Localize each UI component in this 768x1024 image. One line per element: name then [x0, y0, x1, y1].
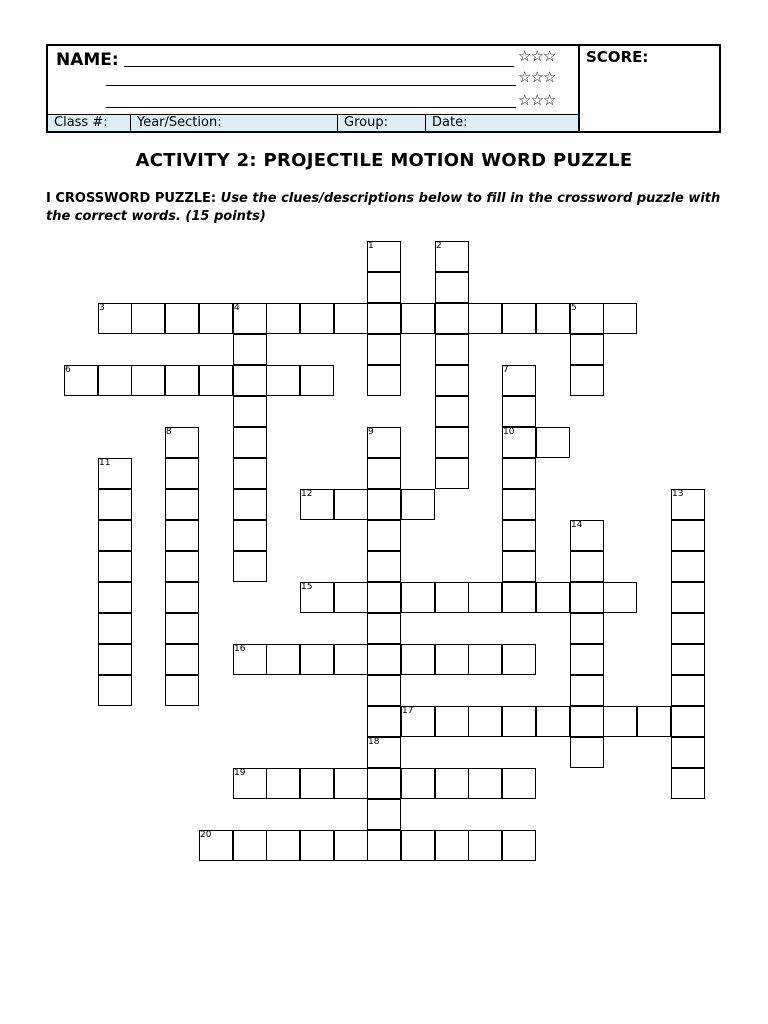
star-rating-icon-3: ☆☆☆ — [518, 91, 556, 109]
group-label: Group: — [344, 115, 388, 130]
crossword-cell[interactable] — [266, 303, 300, 334]
crossword-cell[interactable] — [435, 458, 469, 489]
crossword-cell[interactable] — [233, 334, 267, 365]
crossword-cell[interactable] — [199, 830, 233, 861]
crossword-cell[interactable] — [367, 489, 401, 520]
crossword-cell[interactable] — [536, 582, 570, 613]
crossword-cell[interactable] — [671, 582, 705, 613]
crossword-cell[interactable] — [64, 365, 98, 396]
crossword-cell[interactable] — [165, 613, 199, 644]
crossword-cell[interactable] — [165, 675, 199, 706]
crossword-cell[interactable] — [401, 582, 435, 613]
crossword-cell[interactable] — [435, 830, 469, 861]
crossword-cell[interactable] — [671, 706, 705, 737]
crossword-cell[interactable] — [98, 644, 132, 675]
crossword-cell[interactable] — [300, 768, 334, 799]
crossword-cell[interactable] — [435, 334, 469, 365]
crossword-cell[interactable] — [300, 830, 334, 861]
crossword-cell[interactable] — [671, 489, 705, 520]
crossword-cell[interactable] — [502, 303, 536, 334]
crossword-cell[interactable] — [367, 830, 401, 861]
crossword-cell[interactable] — [401, 303, 435, 334]
crossword-cell[interactable] — [165, 644, 199, 675]
instructions-lead: I CROSSWORD PUZZLE: — [46, 191, 217, 206]
crossword-cell[interactable] — [266, 644, 300, 675]
crossword-cell[interactable] — [502, 830, 536, 861]
crossword-cell[interactable] — [435, 582, 469, 613]
crossword-cell[interactable] — [165, 520, 199, 551]
crossword-cell[interactable] — [435, 365, 469, 396]
clue-number: 11 — [99, 458, 111, 468]
crossword-cell[interactable] — [233, 489, 267, 520]
crossword-cell[interactable] — [131, 365, 165, 396]
crossword-cell[interactable] — [502, 644, 536, 675]
crossword-cell[interactable] — [671, 737, 705, 768]
crossword-cell[interactable] — [165, 303, 199, 334]
clue-number: 15 — [301, 582, 313, 592]
crossword-cell[interactable] — [233, 644, 267, 675]
crossword-cell[interactable] — [98, 675, 132, 706]
crossword-cell[interactable] — [468, 582, 502, 613]
crossword-cell[interactable] — [367, 427, 401, 458]
crossword-cell[interactable] — [367, 365, 401, 396]
crossword-cell[interactable] — [165, 365, 199, 396]
crossword-cell[interactable] — [401, 644, 435, 675]
crossword-cell[interactable] — [435, 303, 469, 334]
crossword-cell[interactable] — [603, 303, 637, 334]
crossword-cell[interactable] — [401, 768, 435, 799]
clue-number: 16 — [234, 644, 246, 654]
crossword-cell[interactable] — [233, 830, 267, 861]
crossword-cell[interactable] — [233, 551, 267, 582]
crossword-cell[interactable] — [401, 706, 435, 737]
crossword-cell[interactable] — [603, 582, 637, 613]
crossword-cell[interactable] — [300, 644, 334, 675]
crossword-cell[interactable] — [165, 458, 199, 489]
crossword-cell[interactable] — [570, 303, 604, 334]
clue-number: 2 — [436, 241, 442, 251]
crossword-cell[interactable] — [334, 768, 368, 799]
crossword-cell[interactable] — [131, 303, 165, 334]
crossword-cell[interactable] — [536, 303, 570, 334]
crossword-cell[interactable] — [401, 830, 435, 861]
crossword-cell[interactable] — [300, 489, 334, 520]
crossword-cell[interactable] — [367, 272, 401, 303]
crossword-cell[interactable] — [570, 365, 604, 396]
crossword-cell[interactable] — [98, 458, 132, 489]
crossword-cell[interactable] — [671, 551, 705, 582]
crossword-cell[interactable] — [165, 551, 199, 582]
crossword-cell[interactable] — [570, 520, 604, 551]
crossword-cell[interactable] — [468, 830, 502, 861]
crossword-cell[interactable] — [671, 768, 705, 799]
crossword-cell[interactable] — [502, 520, 536, 551]
clue-number: 6 — [65, 365, 71, 375]
crossword-cell[interactable] — [570, 551, 604, 582]
crossword-cell[interactable] — [98, 365, 132, 396]
crossword-cell[interactable] — [98, 613, 132, 644]
star-rating-icon-1: ☆☆☆ — [518, 47, 556, 65]
crossword-cell[interactable] — [367, 675, 401, 706]
crossword-cell[interactable] — [367, 799, 401, 830]
crossword-cell[interactable] — [468, 303, 502, 334]
crossword-cell[interactable] — [468, 768, 502, 799]
crossword-cell[interactable] — [98, 551, 132, 582]
crossword-cell[interactable] — [266, 830, 300, 861]
crossword-cell[interactable] — [435, 241, 469, 272]
crossword-cell[interactable] — [502, 458, 536, 489]
crossword-cell[interactable] — [435, 272, 469, 303]
score-label: SCORE: — [586, 48, 649, 66]
crossword-cell[interactable] — [199, 303, 233, 334]
crossword-cell[interactable] — [334, 582, 368, 613]
crossword-cell[interactable] — [98, 303, 132, 334]
crossword-cell[interactable] — [199, 365, 233, 396]
crossword-cell[interactable] — [570, 613, 604, 644]
crossword-cell[interactable] — [334, 489, 368, 520]
crossword-cell[interactable] — [435, 706, 469, 737]
crossword-cell[interactable] — [233, 365, 267, 396]
crossword-cell[interactable] — [367, 582, 401, 613]
crossword-cell[interactable] — [98, 582, 132, 613]
crossword-cell[interactable] — [367, 303, 401, 334]
crossword-cell[interactable] — [536, 706, 570, 737]
crossword-cell[interactable] — [367, 241, 401, 272]
crossword-cell[interactable] — [502, 396, 536, 427]
crossword-cell[interactable] — [98, 489, 132, 520]
clue-number: 10 — [503, 427, 515, 437]
crossword-cell[interactable] — [334, 303, 368, 334]
crossword-cell[interactable] — [233, 427, 267, 458]
crossword-cell[interactable] — [570, 582, 604, 613]
instructions-text: Use the clues/descriptions below to fill in the crossword puzzle with the correct words. (15 points) — [46, 191, 721, 224]
year-section-label: Year/Section: — [137, 115, 222, 130]
crossword-cell[interactable] — [165, 582, 199, 613]
crossword-cell[interactable] — [502, 365, 536, 396]
crossword-cell[interactable] — [266, 365, 300, 396]
clue-number: 13 — [672, 489, 684, 499]
clue-number: 1 — [368, 241, 374, 251]
crossword-cell[interactable] — [367, 613, 401, 644]
crossword-cell[interactable] — [671, 644, 705, 675]
crossword-cell[interactable] — [334, 830, 368, 861]
crossword-cell[interactable] — [367, 551, 401, 582]
crossword-cell[interactable] — [367, 334, 401, 365]
crossword-cell[interactable] — [435, 427, 469, 458]
crossword-cell[interactable] — [468, 706, 502, 737]
clue-number: 8 — [166, 427, 172, 437]
clue-number: 5 — [571, 303, 577, 313]
crossword-cell[interactable] — [603, 706, 637, 737]
crossword-cell[interactable] — [367, 520, 401, 551]
crossword-cell[interactable] — [637, 706, 671, 737]
clue-number: 17 — [402, 706, 414, 716]
crossword-cell[interactable] — [233, 458, 267, 489]
crossword-cell[interactable] — [266, 768, 300, 799]
crossword-cell[interactable] — [435, 644, 469, 675]
clue-number: 3 — [99, 303, 105, 313]
crossword-cell[interactable] — [300, 365, 334, 396]
date-label: Date: — [432, 115, 468, 130]
crossword-cell[interactable] — [502, 706, 536, 737]
crossword-cell[interactable] — [367, 768, 401, 799]
name-label: NAME: — [56, 50, 119, 70]
crossword-cell[interactable] — [401, 489, 435, 520]
crossword-cell[interactable] — [435, 768, 469, 799]
crossword-cell[interactable] — [300, 303, 334, 334]
crossword-cell[interactable] — [233, 303, 267, 334]
crossword-cell[interactable] — [233, 520, 267, 551]
crossword-cell[interactable] — [367, 458, 401, 489]
crossword-cell[interactable] — [233, 768, 267, 799]
crossword-cell[interactable] — [334, 644, 368, 675]
clue-number: 12 — [301, 489, 313, 499]
crossword-cell[interactable] — [570, 675, 604, 706]
clue-number: 19 — [234, 768, 246, 778]
clue-number: 9 — [368, 427, 374, 437]
crossword-cell[interactable] — [165, 489, 199, 520]
star-rating-icon-2: ☆☆☆ — [518, 68, 556, 86]
crossword-cell[interactable] — [233, 396, 267, 427]
clue-number: 4 — [234, 303, 240, 313]
crossword-cell[interactable] — [502, 489, 536, 520]
crossword-cell[interactable] — [165, 427, 199, 458]
clue-number: 18 — [368, 737, 380, 747]
crossword-cell[interactable] — [367, 737, 401, 768]
crossword-cell[interactable] — [671, 613, 705, 644]
crossword-cell[interactable] — [468, 644, 502, 675]
class-number-label: Class #: — [54, 115, 108, 130]
crossword-cell[interactable] — [570, 334, 604, 365]
crossword-cell[interactable] — [367, 644, 401, 675]
crossword-cell[interactable] — [502, 768, 536, 799]
crossword-cell[interactable] — [570, 706, 604, 737]
crossword-cell[interactable] — [671, 520, 705, 551]
crossword-cell[interactable] — [536, 427, 570, 458]
crossword-cell[interactable] — [570, 644, 604, 675]
crossword-cell[interactable] — [98, 520, 132, 551]
crossword-cell[interactable] — [502, 551, 536, 582]
clue-number: 14 — [571, 520, 583, 530]
crossword-cell[interactable] — [671, 675, 705, 706]
crossword-cell[interactable] — [300, 582, 334, 613]
crossword-cell[interactable] — [367, 706, 401, 737]
crossword-cell[interactable] — [435, 396, 469, 427]
clue-number: 7 — [503, 365, 509, 375]
crossword-cell[interactable] — [570, 737, 604, 768]
crossword-cell[interactable] — [502, 427, 536, 458]
crossword-cell[interactable] — [502, 582, 536, 613]
clue-number: 20 — [200, 830, 212, 840]
activity-title: ACTIVITY 2: PROJECTILE MOTION WORD PUZZLE — [135, 150, 633, 171]
